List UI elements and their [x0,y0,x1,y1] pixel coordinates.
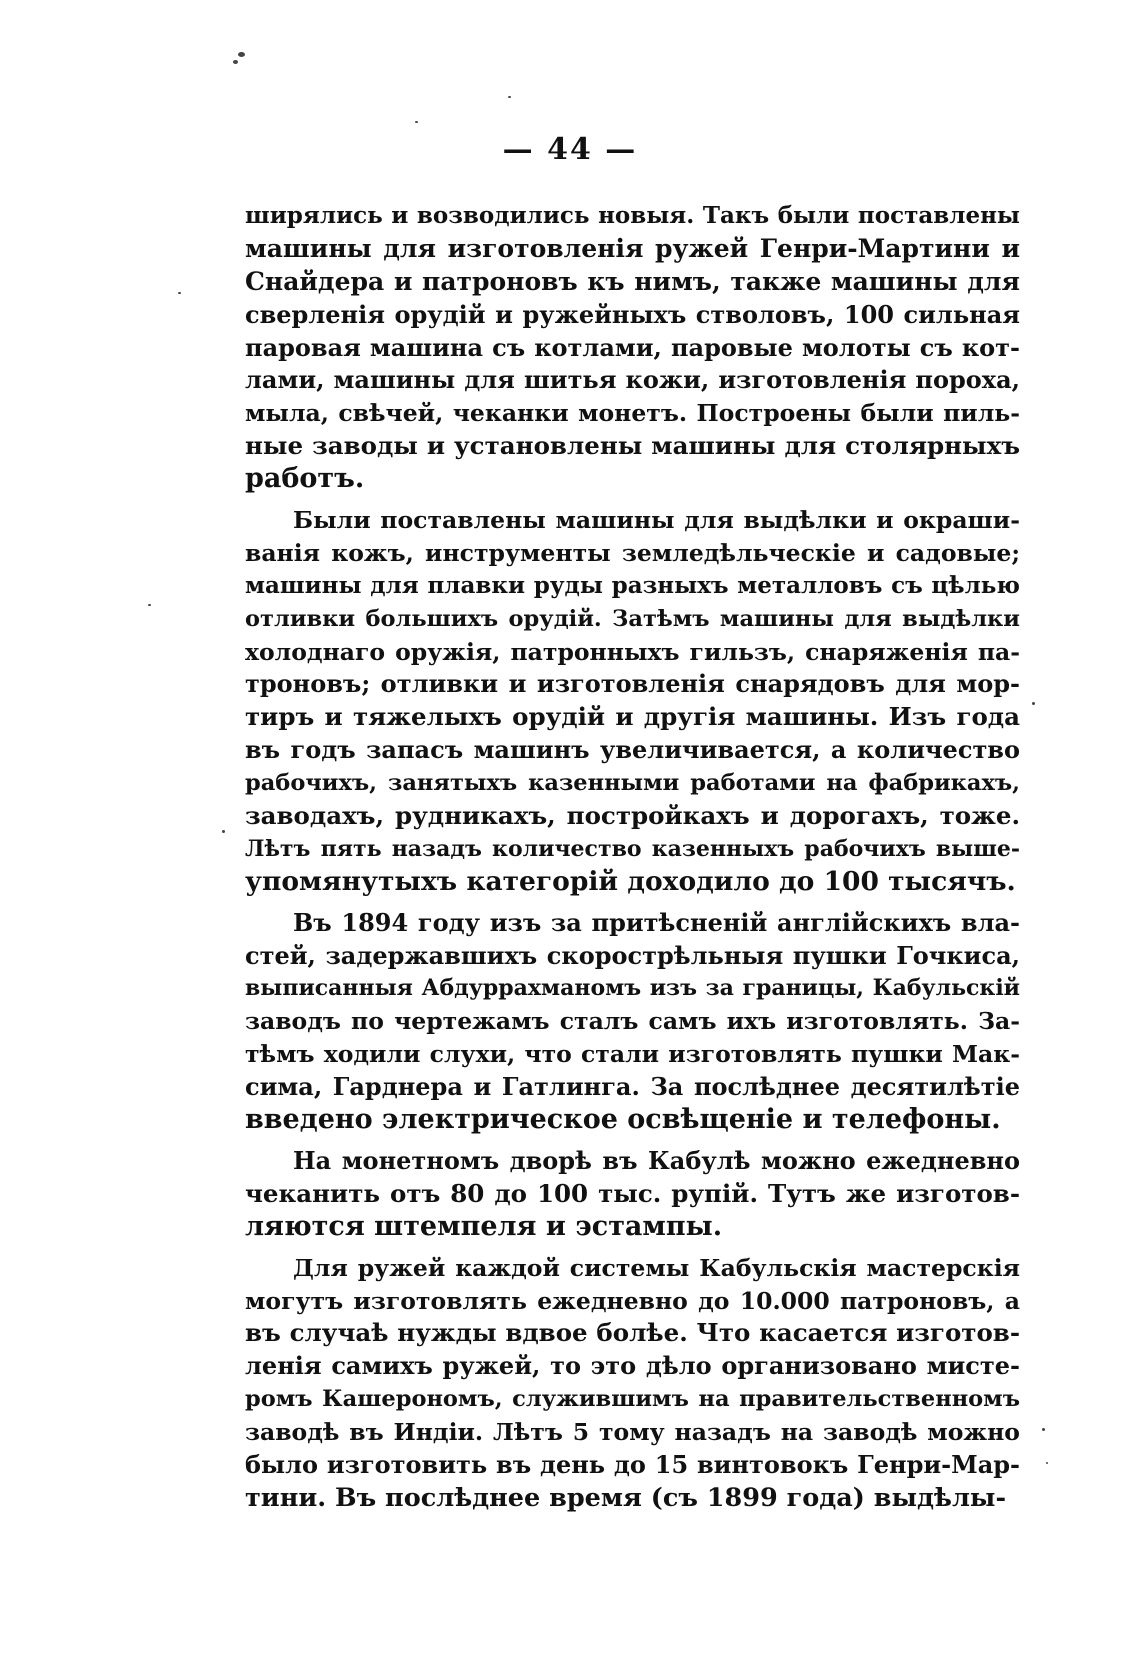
text-line: Лѣтъ пять назадъ количество казенныхъ рабочихъ выше- [245,835,1020,862]
paragraph-gap [245,899,1020,907]
text-line: рабочихъ, занятыхъ казенными работами на фабрикахъ, [245,770,1020,797]
text-line: чеканить отъ 80 до 100 тыс. рупій. Тутъ же изготов- [245,1178,1020,1208]
text-line: въ годъ запасъ машинъ увеличивается, а количество [245,735,1020,765]
text-line: заводѣ въ Индіи. Лѣтъ 5 тому назадъ на заводѣ можно [245,1418,1020,1447]
text-line: Въ 1894 году изъ за притѣсненій англійскихъ вла- [293,907,1020,937]
text-line: могутъ изготовлять ежедневно до 10.000 патроновъ, а [245,1286,1020,1315]
text-line: паровая машина съ котлами, паровые молоты съ кот- [245,332,1020,362]
text-line: ромъ Кашерономъ, служившимъ на правительственномъ [245,1386,1020,1413]
text-line: Для ружей каждой системы Кабульскія мастерскія [293,1253,1020,1282]
text-line: троновъ; отливки и изготовленія снарядовъ для мор- [245,669,1020,699]
text-line: введено электрическое освѣщеніе и телефоны. [245,1104,1001,1136]
text-line: было изготовить въ день до 15 винтовокъ Генри-Мар- [245,1449,1020,1479]
text-line: тини. Въ послѣднее время (съ 1899 года) выдѣлы- [245,1482,1007,1513]
text-line: лами, машины для шитья кожи, изготовленія пороха, [245,365,1020,395]
text-line: тиръ и тяжелыхъ орудій и другія машины. Изъ года [245,702,1020,732]
text-line: стей, задержавшихъ скорострѣльныя пушки Гочкиса, [245,940,1020,970]
text-line: Снайдера и патроновъ къ нимъ, также машины для [245,266,1020,296]
text-line: ленія самихъ ружей, то это дѣло организовано мистe- [245,1351,1020,1381]
text-line: ные заводы и установлены машины для столярныхъ [245,431,1020,461]
body-text [245,200,1020,1515]
page-number: — 44 — [502,132,638,167]
text-line: ляются штемпеля и эстампы. [245,1210,723,1242]
text-line: ванія кожъ, инструменты земледѣльческіе и садовые; [245,538,1020,567]
text-line: въ случаѣ нужды вдвое болѣе. Что касается изготов- [245,1318,1020,1348]
text-line: заводахъ, рудникахъ, постройкахъ и дорогахъ, тоже. [245,801,1020,831]
text-line: сверленія орудій и ружейныхъ стволовъ, 100 сильная [245,299,1020,329]
text-line: сима, Гарднера и Гатлинга. За послѣднее десятилѣтіе [245,1072,1020,1102]
text-line: работъ. [245,463,365,495]
text-line: отливки большихъ орудій. Затѣмъ машины для выдѣлки [245,605,1020,632]
text-line: холоднаго оружія, патронныхъ гильзъ, снаряженія па- [245,637,1020,666]
text-line: На монетномъ дворѣ въ Кабулѣ можно ежедневно [293,1145,1020,1175]
text-line: упомянутыхъ категорій доходило до 100 тысячъ. [245,865,1016,897]
text-line: ширялись и возводились новыя. Такъ были поставлены [245,202,1020,229]
text-line: Были поставлены машины для выдѣлки и окраши- [293,506,1020,535]
text-line: машины для плавки руды разныхъ металловъ съ цѣлью [245,571,1020,599]
text-line: выписанныя Абдуррахманомъ изъ за границы, Кабульскій [245,975,1020,1002]
text-line: мыла, свѣчей, чеканки монетъ. Построены были пиль- [245,399,1020,428]
paragraph-gap [245,496,1020,504]
text-line: машины для изготовленія ружей Генри-Мартини и [245,233,1020,263]
text-line: заводъ по чертежамъ сталъ самъ ихъ изготовлять. За- [245,1007,1020,1036]
paragraph-gap [245,1244,1020,1252]
text-line: тѣмъ ходили слухи, что стали изготовлять пушки Мак- [245,1040,1020,1069]
paragraph-gap [245,1137,1020,1145]
